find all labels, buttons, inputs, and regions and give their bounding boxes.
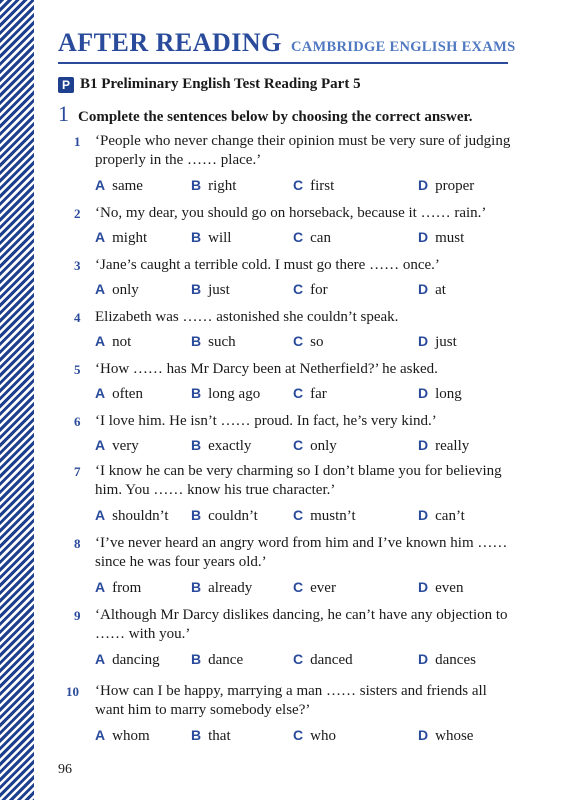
option-letter: A: [95, 579, 106, 595]
option-letter: D: [418, 507, 429, 523]
exercise-heading: [58, 101, 473, 127]
option-text: really: [435, 438, 470, 454]
option-letter: A: [95, 651, 106, 667]
test-title: B1 Preliminary English Test Reading Part 5: [80, 76, 361, 92]
exercise-instruction: Complete the sentences below by choosing the correct answer.: [78, 109, 473, 125]
question-text: ‘No, my dear, you should go on horseback, because it …… rain.’: [95, 205, 487, 221]
option-text: can: [310, 230, 331, 246]
question-text: ‘People who never change their opinion must be very sure of judging properly in the …… place.’: [95, 133, 511, 168]
option-letter: A: [95, 727, 106, 743]
page-header: [58, 28, 515, 58]
answer-option[interactable]: [293, 727, 336, 745]
question-text: ‘I love him. He isn’t …… proud. In fact, he’s very kind.’: [95, 413, 437, 429]
exercise-number: 1: [58, 101, 69, 126]
option-text: danced: [310, 652, 353, 668]
answer-option[interactable]: [293, 281, 328, 299]
question-number: 10: [66, 684, 79, 699]
option-letter: C: [293, 333, 304, 349]
option-letter: C: [293, 579, 304, 595]
option-letter: A: [95, 507, 106, 523]
option-letter: D: [418, 727, 429, 743]
question-number: 5: [74, 362, 81, 377]
question-number: 7: [74, 464, 81, 479]
answer-option[interactable]: [95, 651, 160, 669]
answer-option[interactable]: [418, 507, 465, 525]
option-letter: D: [418, 579, 429, 595]
answer-option[interactable]: [95, 333, 131, 351]
answer-option[interactable]: [418, 651, 476, 669]
question-number: 2: [74, 206, 81, 221]
option-text: from: [112, 580, 142, 596]
question-text: ‘How can I be happy, marrying a man …… sisters and friends all want him to marry somebody else?’: [95, 683, 487, 718]
option-letter: A: [95, 437, 106, 453]
option-letter: B: [191, 579, 202, 595]
option-letter: D: [418, 229, 429, 245]
question-number: 3: [74, 258, 81, 273]
option-text: dancing: [112, 652, 160, 668]
answer-option[interactable]: [293, 507, 356, 525]
option-text: long ago: [208, 386, 261, 402]
option-letter: D: [418, 651, 429, 667]
answer-option[interactable]: [418, 281, 446, 299]
option-text: such: [208, 334, 236, 350]
option-text: might: [112, 230, 148, 246]
option-text: whose: [435, 728, 474, 744]
option-letter: B: [191, 177, 202, 193]
option-letter: A: [95, 333, 106, 349]
answer-option[interactable]: [191, 229, 231, 247]
option-text: mustn’t: [310, 508, 356, 524]
option-letter: B: [191, 229, 202, 245]
answer-option[interactable]: [293, 579, 336, 597]
answer-option[interactable]: [191, 281, 230, 299]
option-letter: C: [293, 507, 304, 523]
answer-option[interactable]: [191, 727, 231, 745]
answer-option[interactable]: [191, 651, 243, 669]
option-text: not: [112, 334, 132, 350]
answer-option[interactable]: [191, 177, 236, 195]
option-text: so: [310, 334, 324, 350]
answer-option[interactable]: [418, 333, 457, 351]
option-text: already: [208, 580, 253, 596]
option-letter: B: [191, 651, 202, 667]
answer-option[interactable]: [95, 229, 147, 247]
answer-option[interactable]: [95, 177, 143, 195]
option-text: right: [208, 178, 237, 194]
option-text: exactly: [208, 438, 252, 454]
question-text: ‘Although Mr Darcy dislikes dancing, he can’t have any objection to …… with you.’: [95, 607, 508, 642]
option-text: just: [208, 282, 230, 298]
answer-option[interactable]: [293, 651, 353, 669]
answer-option[interactable]: [418, 385, 462, 403]
option-text: for: [310, 282, 328, 298]
question-number: 4: [74, 310, 81, 325]
answer-option[interactable]: [293, 437, 337, 455]
page: [58, 0, 548, 800]
answer-option[interactable]: [293, 333, 323, 351]
answer-option[interactable]: [95, 437, 139, 455]
option-text: proper: [435, 178, 475, 194]
option-letter: B: [191, 727, 202, 743]
answer-option[interactable]: [95, 281, 139, 299]
option-text: couldn’t: [208, 508, 258, 524]
answer-option[interactable]: [95, 385, 143, 403]
question-number: 8: [74, 536, 81, 551]
question-number: 1: [74, 134, 81, 149]
option-text: often: [112, 386, 143, 402]
option-text: who: [310, 728, 336, 744]
option-letter: C: [293, 177, 304, 193]
option-letter: C: [293, 281, 304, 297]
answer-option[interactable]: [191, 579, 252, 597]
option-letter: C: [293, 437, 304, 453]
option-text: will: [208, 230, 232, 246]
answer-option[interactable]: [418, 727, 473, 745]
option-text: first: [310, 178, 335, 194]
option-text: can’t: [435, 508, 465, 524]
answer-option[interactable]: [418, 437, 469, 455]
option-letter: B: [191, 281, 202, 297]
option-letter: C: [293, 651, 304, 667]
option-letter: B: [191, 437, 202, 453]
page-number: 96: [58, 762, 72, 777]
question-text: Elizabeth was …… astonished she couldn’t speak.: [95, 309, 399, 325]
header-title: AFTER READING: [58, 28, 282, 57]
option-letter: B: [191, 333, 202, 349]
option-text: long: [435, 386, 462, 402]
option-letter: D: [418, 281, 429, 297]
answer-option[interactable]: [191, 385, 260, 403]
option-text: even: [435, 580, 464, 596]
answer-option[interactable]: [191, 333, 236, 351]
question-number: 9: [74, 608, 81, 623]
option-letter: C: [293, 385, 304, 401]
option-text: dance: [208, 652, 244, 668]
option-text: very: [112, 438, 139, 454]
header-rule: [58, 62, 508, 64]
option-text: ever: [310, 580, 336, 596]
option-letter: C: [293, 727, 304, 743]
question-text: ‘I know he can be very charming so I don’t blame you for believing him. You …… know his true character.’: [95, 463, 502, 498]
answer-option[interactable]: [95, 727, 150, 745]
answer-option[interactable]: [293, 229, 331, 247]
option-letter: D: [418, 177, 429, 193]
option-text: only: [310, 438, 337, 454]
answer-option[interactable]: [418, 177, 474, 195]
answer-option[interactable]: [191, 507, 258, 525]
option-text: only: [112, 282, 139, 298]
option-text: whom: [112, 728, 150, 744]
option-text: just: [435, 334, 457, 350]
question-number: 6: [74, 414, 81, 429]
option-letter: D: [418, 333, 429, 349]
option-text: that: [208, 728, 231, 744]
answer-option[interactable]: [293, 177, 334, 195]
answer-option[interactable]: [191, 437, 251, 455]
answer-option[interactable]: [95, 507, 169, 525]
option-letter: A: [95, 281, 106, 297]
option-letter: D: [418, 385, 429, 401]
option-text: same: [112, 178, 143, 194]
exam-badge-icon: P: [58, 77, 74, 93]
answer-option[interactable]: [293, 385, 327, 403]
option-letter: B: [191, 507, 202, 523]
option-text: at: [435, 282, 446, 298]
option-letter: C: [293, 229, 304, 245]
option-letter: D: [418, 437, 429, 453]
question-text: ‘I’ve never heard an angry word from him and I’ve known him …… since he was four years old.’: [95, 535, 508, 570]
option-letter: A: [95, 177, 106, 193]
answer-option[interactable]: [418, 579, 463, 597]
option-text: must: [435, 230, 465, 246]
option-text: dances: [435, 652, 476, 668]
question-text: ‘Jane’s caught a terrible cold. I must go there …… once.’: [95, 257, 440, 273]
answer-option[interactable]: [95, 579, 141, 597]
option-letter: A: [95, 385, 106, 401]
question-text: ‘How …… has Mr Darcy been at Netherfield?’ he asked.: [95, 361, 438, 377]
answer-option[interactable]: [418, 229, 464, 247]
test-heading: [58, 76, 361, 93]
option-letter: B: [191, 385, 202, 401]
option-text: shouldn’t: [112, 508, 169, 524]
decorative-stripe: [0, 0, 34, 800]
option-text: far: [310, 386, 327, 402]
option-letter: A: [95, 229, 106, 245]
header-subtitle: CAMBRIDGE ENGLISH EXAMS: [291, 39, 516, 55]
